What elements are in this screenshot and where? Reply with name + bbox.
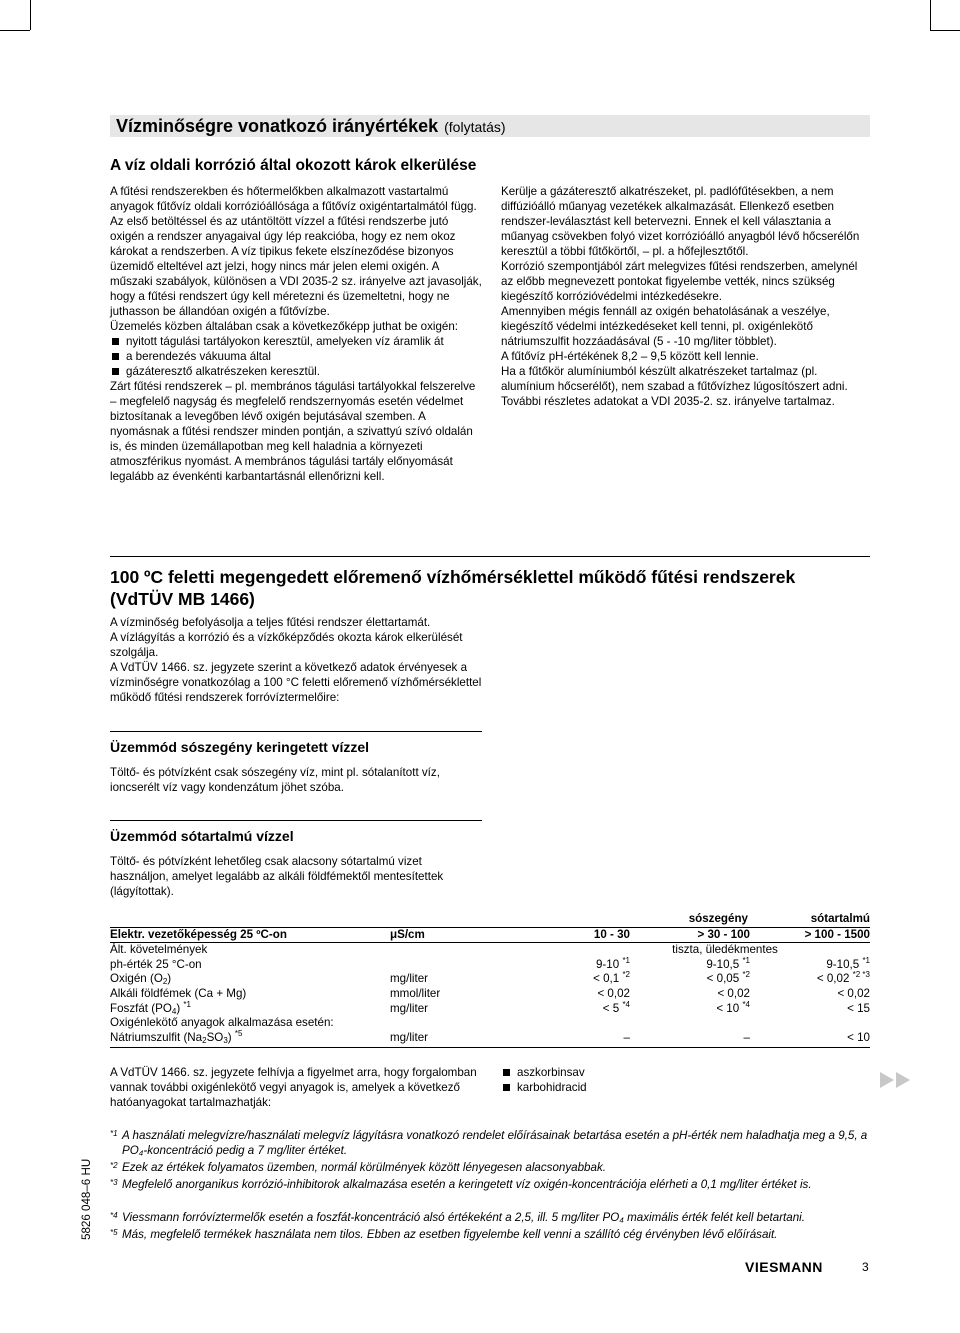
table-cell: Foszfát $(PO_4)$ $^{*1}$ xyxy=(110,999,191,1016)
table-cell: Alkáli földfémek (Ca + Mg) xyxy=(110,986,247,1000)
paragraph: Töltő- és pótvízként csak sószegény víz, mint pl. sótalanított víz, ioncserélt víz vagy kondenzátum jöhet szóba. xyxy=(110,766,440,794)
paragraph: Kerülje a gázáteresztő alkatrészeket, pl. padlófűtésekben, a nem diffúzióálló műanyag vezetékek alkalmazását. Ellenkező esetben rendszer-leválasztást kell betervezni. Ennek el kell választania a műanyag csövekben folyó vizet korrózióálló anyagból lévő hőcserélőn keresztül a többi fűtőkörtől, – pl. a hőfejlesztőtől. xyxy=(501,185,860,258)
crop-mark xyxy=(930,0,931,30)
table-cell: 9-10 $^{*1}$ xyxy=(595,955,630,971)
table-cell: < 0,02 xyxy=(597,986,630,1000)
table-row xyxy=(110,972,870,987)
table-cell: – xyxy=(630,1031,750,1048)
section-divider xyxy=(110,556,870,557)
table-cell: < 10 $^{*4}$ xyxy=(716,999,750,1015)
table-row xyxy=(110,927,870,943)
heading-line: (VdTÜV MB 1466) xyxy=(110,589,255,609)
table-cell: μS/cm xyxy=(390,927,520,943)
list-item: a berendezés vákuuma által xyxy=(110,349,482,364)
table-cell: > 30 - 100 xyxy=(630,927,750,943)
table-group-header: sószegény xyxy=(688,912,748,925)
paragraph: A fűtési rendszerekben és hőtermelőkben alkalmazott vastartalmú anyagok fűtővíz oldali korrózióállósága a fűtővíz oxigéntartalmától függ. Az első betöltéssel és az utántöltött vízzel a fűtési rendszerbe jutó oxigén a rendszer anyagaival úgy lép reakcióba, hogy ez nem okoz károkat a rendszerben. A víz tipikus fekete elszíneződése bizonyos üzemidő elteltével azt jelzi, hogy nincs már jelen elemi oxigén. A műszaki szabályok, különösen a VDI 2035-2 sz. irányelve azt javasolják, hogy a fűtési rendszert úgy kell méretezni és üzemeltetni, hogy ne juthasson be állandóan oxigén a fűtővízbe. xyxy=(110,185,482,318)
table-cell: < 0,02 $^{*2 *3}$ xyxy=(816,970,870,986)
paragraph: A fűtővíz pH-értékének 8,2 – 9,5 között kell lennie. xyxy=(501,350,759,363)
crop-mark xyxy=(30,0,31,30)
paragraph: További részletes adatokat a VDI 2035-2. sz. irányelve tartalmaz. xyxy=(501,395,835,408)
table-cell: < 0,05 $^{*2}$ xyxy=(706,970,750,986)
footnote: *4 Viessmann forróvíztermelők esetén a foszfát-koncentráció alsó értékeként a 2,5, ill. 5 mg/liter PO₄ maximális érték felét kell betartani. xyxy=(110,1211,805,1224)
list-item: nyitott tágulási tartályokon keresztül, amelyeken víz áramlik át xyxy=(110,334,482,349)
table-cell: Oxigén $(O_2)$ xyxy=(110,972,172,987)
paragraph: A vízminőség befolyásolja a teljes fűtési rendszer élettartamát. xyxy=(110,616,431,629)
table-group-header: sótartalmú xyxy=(810,912,870,925)
footnote: *3 Megfelelő anorganikus korrózió-inhibitorok alkalmazása esetén a keringetett víz oxigén-koncentrációja elérheti a 0,1 mg/liter értéket is. xyxy=(110,1178,812,1191)
svg-text:VIESMANN: VIESMANN xyxy=(745,1259,823,1275)
table-cell: ph-érték 25 °C-on xyxy=(110,957,202,971)
table-cell: < 5 $^{*4}$ xyxy=(602,999,630,1015)
table-cell: Oxigénlekötő anyagok alkalmazása esetén: xyxy=(110,1016,334,1030)
paragraph: Amennyiben mégis fennáll az oxigén behatolásának a veszélye, kiegészítő védelmi intézkedéseket kell tenni, pl. oxigénlekötő nátriumszulfit hozzáadásával (5 - -10 mg/liter többlet). xyxy=(501,305,830,348)
crop-mark xyxy=(930,30,960,31)
table-row xyxy=(110,1031,870,1048)
table-cell: < 0,02 xyxy=(837,986,870,1000)
page-subtitle: (folytatás) xyxy=(444,119,506,135)
table-row xyxy=(110,943,870,958)
footnote: *5 Más, megfelelő termékek használata nem tilos. Ebben az esetben figyelembe kell venni a szállító cég érvényben lévő előírásait. xyxy=(110,1228,778,1241)
corrosion-right-column xyxy=(501,184,871,409)
list-item: gázáteresztő alkatrészeken keresztül. xyxy=(110,364,482,379)
table-row xyxy=(110,912,870,927)
corrosion-left-column xyxy=(110,184,482,484)
section-heading-corrosion: A víz oldali korrózió által okozott károk elkerülése xyxy=(110,157,477,174)
paragraph: A vízlágyítás a korrózió és a vízkőképződés okozta károk elkerülését szolgálja. xyxy=(110,631,463,659)
table-cell: mmol/liter xyxy=(390,986,441,1000)
list-item: karbohidracid xyxy=(501,1080,801,1095)
paragraph: Ha a fűtőkör alumíniumból készült alkatrészeket tartalmaz (pl. alumínium hőcserélőt), nem szabad a fűtővízhez lúgosítószert adni. xyxy=(501,365,848,393)
double-right-arrow-icon xyxy=(880,1072,920,1088)
heading-line: 100 ºC feletti megengedett előremenő vízhőmérséklettel működő fűtési rendszerek xyxy=(110,567,796,587)
page-title-bar xyxy=(110,115,870,137)
table-cell: 9-10,5 $^{*1}$ xyxy=(826,955,870,971)
page-title xyxy=(116,115,506,138)
crop-mark xyxy=(0,30,30,31)
paragraph: Korrózió szempontjából zárt melegvizes fűtési rendszerben, amelynél az előbb megnevezett pontokat figyelembe vették, nincs szükség kiegészítő korrózióvédelmi intézkedésekre. xyxy=(501,260,858,303)
document-code: 5826 048–6 HU xyxy=(80,1158,93,1240)
water-quality-table xyxy=(110,912,870,1048)
oxygen-entry-list xyxy=(110,334,482,379)
footnote: *2 Ezek az értékek folyamatos üzemben, normál körülmények között lényegesen alacsonyabbak. xyxy=(110,1161,606,1174)
table-cell: Ált. követelmények xyxy=(110,943,208,957)
page-number: 3 xyxy=(862,1260,869,1274)
page-title-text: Vízminőségre vonatkozó irányértékek xyxy=(116,116,439,136)
paragraph: A VdTÜV 1466. sz. jegyzete szerint a következő adatok érvényesek a vízminőségre vonatkozólag a 100 °C feletti előremenő vízhőmérséklettel működő fűtési rendszerek forróvíztermelőire: xyxy=(110,661,482,704)
table-cell: < 0,02 xyxy=(717,986,750,1000)
section-divider xyxy=(110,820,482,821)
viessmann-logo xyxy=(745,1258,840,1276)
table-row xyxy=(110,1016,870,1031)
section-heading-high-temp xyxy=(110,566,870,610)
table-cell: < 10 xyxy=(750,1031,870,1048)
table-cell: tiszta, üledékmentes xyxy=(672,943,778,957)
section-heading-low-salt: Üzemmód sószegény keringetett vízzel xyxy=(110,739,370,755)
table-cell: Nátriumszulfit $(Na_2SO_3)$ $^{*5}$ xyxy=(110,1031,390,1048)
section-heading-salt: Üzemmód sótartalmú vízzel xyxy=(110,828,294,844)
paragraph: A VdTÜV 1466. sz. jegyzete felhívja a figyelmet arra, hogy forgalomban vannak további oxigénlekötő vegyi anyagok is, amelyek a következő hatóanyagokat tartalmazhatják: xyxy=(110,1066,477,1109)
section-divider xyxy=(110,731,482,732)
paragraph: Töltő- és pótvízként lehetőleg csak alacsony sótartalmú vizet használjon, amelyet legalább az alkáli földfémektől mentesítettek (lágyítottak). xyxy=(110,855,444,898)
table-cell: 9-10,5 $^{*1}$ xyxy=(706,955,750,971)
high-temp-intro xyxy=(110,615,482,705)
additional-substances-text xyxy=(110,1065,482,1110)
table-row xyxy=(110,958,870,973)
list-item: aszkorbinsav xyxy=(501,1065,801,1080)
low-salt-text xyxy=(110,765,482,795)
table-row xyxy=(110,987,870,1002)
table-cell: < 0,1 $^{*2}$ xyxy=(593,970,630,986)
paragraph: Zárt fűtési rendszerek – pl. membrános tágulási tartályokkal felszerelve – megfelelő nagyság és megfelelő rendszernyomás esetén védelmet biztosítanak a levegőben lévő oxigén bejutásával szemben. A nyomásnak a fűtési rendszer minden pontján, a szivattyú szívó oldalán is, és minden üzemállapotban meg kell haladnia a környezeti atmoszférikus nyomást. A membrános tágulási tartály előnyomását legalább az évenkénti karbantartásnál ellenőrizni kell. xyxy=(110,380,476,483)
table-cell: – xyxy=(520,1031,630,1048)
table-cell: Elektr. vezetőképesség 25 ºC-on xyxy=(110,927,390,943)
table-cell: > 100 - 1500 xyxy=(750,927,870,943)
table-row xyxy=(110,1002,870,1017)
table-cell: 10 - 30 xyxy=(520,927,630,943)
table-cell: < 15 xyxy=(847,1001,870,1015)
additional-substances-list xyxy=(501,1065,801,1095)
footnote: *1 A használati melegvízre/használati melegvíz lágyításra vonatkozó rendelet előírásainak betartása esetén a pH-érték nem haladhatja meg a 9,5, a PO₄-koncentráció pedig a 7 mg/liter értéket. xyxy=(110,1129,868,1157)
paragraph: Üzemelés közben általában csak a következőképp juthat be oxigén: xyxy=(110,320,459,333)
table-cell: mg/liter xyxy=(390,972,429,986)
table-cell: mg/liter xyxy=(390,1001,429,1015)
table-cell: mg/liter xyxy=(390,1031,520,1048)
salt-text xyxy=(110,854,482,899)
